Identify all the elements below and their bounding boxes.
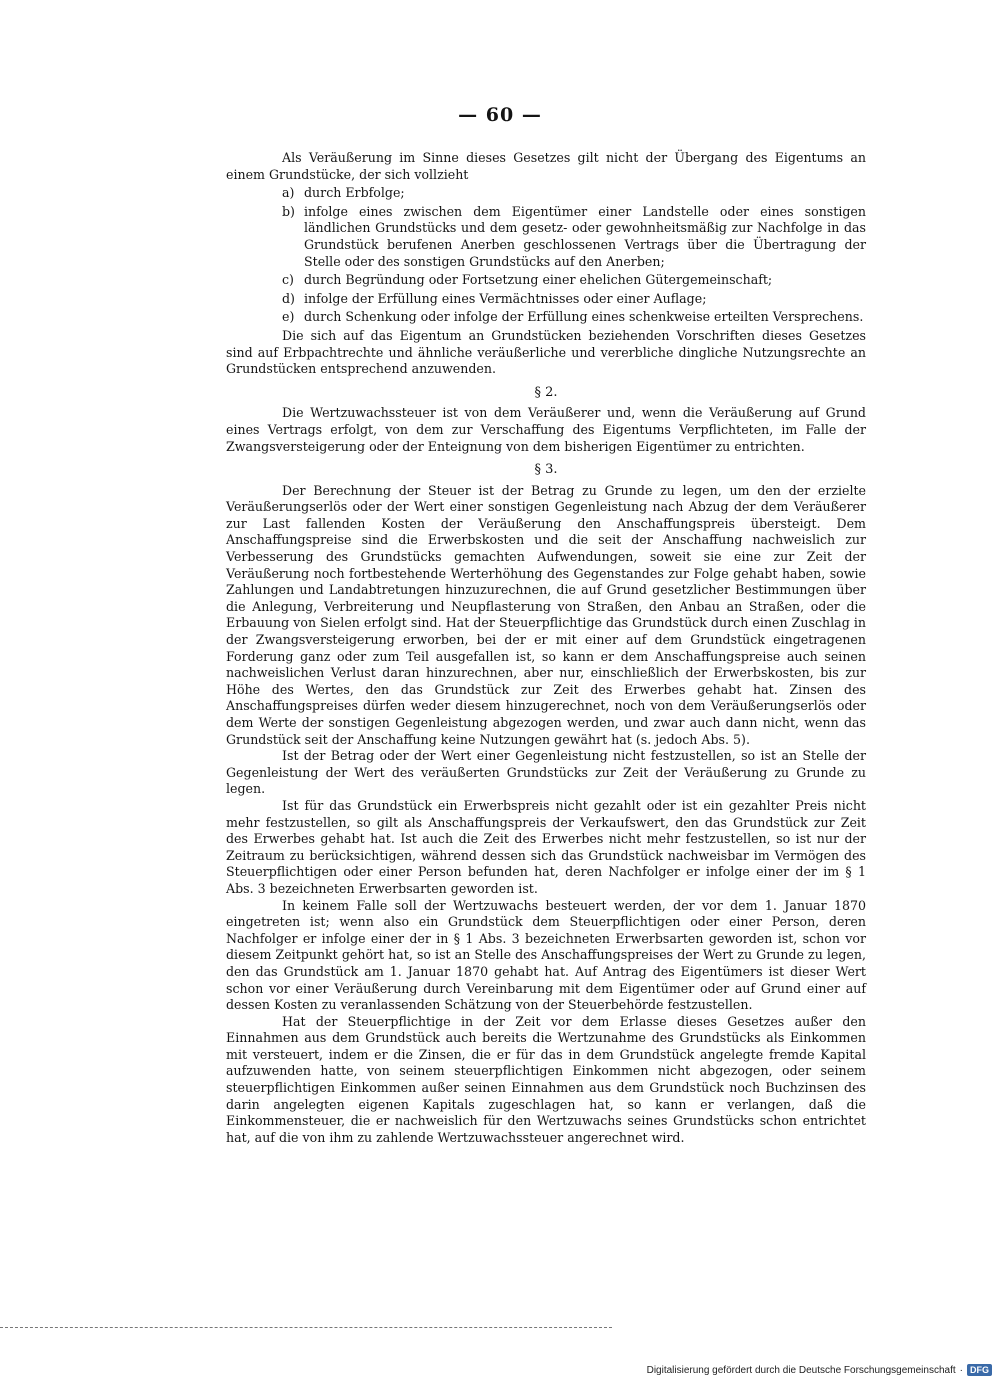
list-item-label: b) bbox=[282, 203, 295, 219]
footer-separator: · bbox=[959, 1364, 963, 1376]
list-item-label: c) bbox=[282, 272, 294, 288]
section-heading: § 3. bbox=[534, 462, 558, 478]
paragraph: Ist für das Grundstück ein Erwerbspreis nicht gezahlt oder ist ein gezahlter Preis nicht mehr festzustellen, so gilt als Anschaffungspreis der Verkaufswert, den das Grundstück zur Zeit des Erwerbes gehabt hat. Ist auch die Zeit des Erwerbes nicht mehr festzustellen, so ist nur der Zeitraum zu berücksichtigen, während dessen sich das Grundstück nachweisbar im Vermögen des Steuerpflichtigen oder einer Person befunden hat, deren Nachfolger er infolge einer der im § 1 Abs. 3 bezeichneten Erwerbsarten geworden ist. bbox=[226, 797, 866, 896]
paragraph: In keinem Falle soll der Wertzuwachs besteuert werden, der vor dem 1. Januar 1870 eingetreten ist; wenn also ein Grundstück dem Steuerpflichtigen oder einer Person, deren Nachfolger er infolge einer der in § 1 Abs. 3 bezeichneten Erwerbsarten geworden ist, schon vor diesem Zeitpunkt gehört hat, so ist an Stelle des Anschaffungspreises der Wert zu Grunde zu legen, den das Grundstück am 1. Januar 1870 gehabt hat. Auf Antrag des Eigentümers ist dieser Wert schon vor einer Veräußerung durch Vereinbarung mit dem Eigentümer oder auf Grund einer auf dessen Kosten zu veranlassenden Schätzung von der Steuerbehörde festzustellen. bbox=[226, 897, 866, 1013]
list-item bbox=[226, 204, 866, 270]
list-item-label: d) bbox=[282, 290, 295, 306]
intro-paragraph: Als Veräußerung im Sinne dieses Gesetzes gilt nicht der Übergang des Eigentums an einem Grundstücke, der sich vollzieht bbox=[226, 150, 866, 182]
list-item-label: a) bbox=[282, 185, 295, 201]
list-item bbox=[226, 272, 866, 289]
paragraph: Die sich auf das Eigentum an Grundstücken beziehenden Vorschriften dieses Gesetzes sind auf Erbpachtrechte und ähnliche veräußerliche und vererbliche dingliche Nutzungsrechte an Grundstücken entsprechend anzuwenden. bbox=[226, 327, 866, 377]
list-item-text: durch Begründung oder Fortsetzung einer ehelichen Gütergemeinschaft; bbox=[304, 272, 773, 288]
list-item bbox=[226, 291, 866, 308]
list-item-text: infolge eines zwischen dem Eigentümer einer Landstelle oder eines sonstigen ländlichen Grundstücks und dem gesetz- oder gewohnheitsmäßig zur Nachfolge in das Grundstück berufenen Anerben geschlossenen Vertrags über die Übertragung der Stelle oder des sonstigen Grundstücks auf den Anerben; bbox=[304, 203, 866, 269]
digitization-footer bbox=[647, 1364, 992, 1376]
exception-list bbox=[226, 185, 866, 326]
paragraph: Ist der Betrag oder der Wert einer Gegenleistung nicht festzustellen, so ist an Stelle der Gegenleistung der Wert des veräußerten Grundstücks zur Zeit der Veräußerung zu Grunde zu legen. bbox=[226, 748, 866, 797]
list-item-label: e) bbox=[282, 309, 295, 325]
document-body bbox=[226, 150, 866, 1146]
paragraph: Der Berechnung der Steuer ist der Betrag zu Grunde zu legen, um den der erzielte Veräußerungserlös oder der Wert einer sonstigen Gegenleistung nach Abzug der dem Veräußerer zur Last fallenden Kosten der Veräußerung den Anschaffungspreis übersteigt. Dem Anschaffungspreise sind die Erwerbskosten und die seit der Anschaffung nachweislich zur Verbesserung des Grundstücks gemachten Aufwendungen, soweit sie eine zur Zeit der Veräußerung noch fortbestehende Werterhöhung des Gegenstandes zur Folge gehabt haben, sowie Zahlungen und Landabtretungen hinzuzurechnen, die auf Grund gesetzlicher Bestimmungen über die Anlegung, Verbreiterung und Neupflasterung von Straßen, den Anbau an Straßen, oder die Erbauung von Sielen erfolgt sind. Hat der Steuerpflichtige das Grundstück durch einen Zuschlag in der Zwangsversteigerung erworben, bei der er mit einer auf dem Grundstück eingetragenen Forderung ganz oder zum Teil ausgefallen ist, so kann er dem Anschaffungspreise auch seinen nachweislichen Verlust daran hinzurechnen, aber nur, einschließlich der Erwerbskosten, bis zur Höhe des Wertes, den das Grundstück zur Zeit des Erwerbes gehabt hat. Zinsen des Anschaffungspreises dürfen weder diesem hinzugerechnet, noch von dem Veräußerungserlös oder dem Werte der sonstigen Gegenleistung abgezogen werden, und zwar auch dann nicht, wenn das Grundstück seit der Anschaffung keine Nutzungen gewährt hat (s. jedoch Abs. 5). bbox=[226, 482, 866, 747]
list-item bbox=[226, 309, 866, 326]
dfg-logo-icon: DFG bbox=[967, 1364, 992, 1376]
list-item bbox=[226, 185, 866, 202]
paragraph: Die Wertzuwachssteuer ist von dem Veräußerer und, wenn die Veräußerung auf Grund eines Vertrags erfolgt, von dem zur Verschaffung des Eigentums Verpflichteten, im Falle der Zwangsversteigerung oder der Enteignung von dem bisherigen Eigentümer zu entrichten. bbox=[226, 405, 866, 454]
page-edge-rule bbox=[0, 1327, 612, 1328]
list-item-text: durch Erbfolge; bbox=[304, 185, 405, 201]
paragraph: Hat der Steuerpflichtige in der Zeit vor dem Erlasse dieses Gesetzes außer den Einnahmen aus dem Grundstück auch bereits die Wertzunahme des Grundstücks als Einkommen mit versteuert, indem er die Zinsen, die er für das in dem Grundstück angelegte fremde Kapital aufzuwenden hatte, von seinem steuerpflichtigen Einkommen nicht abgezogen, oder seinem steuerpflichtigen Einkommen außer seinen Einnahmen aus dem Grundstück noch Buchzinsen des darin angelegten eigenen Kapitals zugeschlagen hat, so kann er verlangen, daß die Einkommensteuer, die er nachweislich für den Wertzuwachs seines Grundstücks schon entrichtet hat, auf die von ihm zu zahlende Wertzuwachssteuer angerechnet wird. bbox=[226, 1013, 866, 1145]
footer-credit: Digitalisierung gefördert durch die Deutsche Forschungsgemeinschaft bbox=[646, 1364, 956, 1376]
section-heading: § 2. bbox=[534, 384, 558, 400]
list-item-text: durch Schenkung oder infolge der Erfüllung eines schenkweise erteilten Versprechens. bbox=[304, 309, 864, 325]
list-item-text: infolge der Erfüllung eines Vermächtnisses oder einer Auflage; bbox=[304, 290, 707, 306]
page-number: — 60 — bbox=[458, 104, 542, 126]
